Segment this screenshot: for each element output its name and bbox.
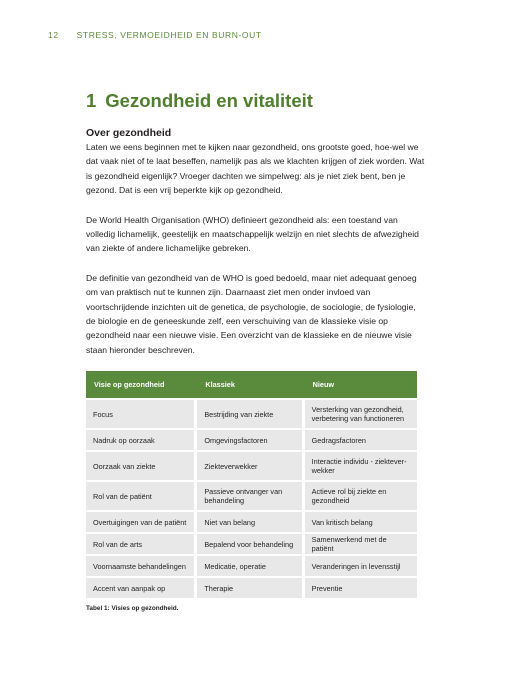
table-cell: Bestrijding van ziekte — [194, 400, 301, 428]
table-cell: Accent van aanpak op — [86, 578, 194, 598]
book-title: STRESS, VERMOEIDHEID EN BURN-OUT — [76, 30, 262, 40]
table-caption: Tabel 1: Visies op gezondheid. — [86, 605, 179, 612]
table-row — [86, 534, 417, 554]
table-cell: Preventie — [302, 578, 417, 598]
table-cell: Rol van de patiënt — [86, 482, 194, 510]
column-header: Nieuw — [302, 371, 417, 398]
table-cell: Voornaamste behandelingen — [86, 556, 194, 576]
table-row — [86, 556, 417, 576]
table-cell: Bepalend voor behandeling — [194, 534, 301, 554]
table-row — [86, 430, 417, 450]
table-cell: Gedragsfactoren — [302, 430, 417, 450]
table-cell: Interactie individu - ziektever-wekker — [302, 452, 417, 480]
table-row — [86, 400, 417, 428]
table-cell: Nadruk op oorzaak — [86, 430, 194, 450]
section-heading: Over gezondheid — [86, 127, 172, 139]
table-row — [86, 452, 417, 480]
table-cell: Ziekteverwekker — [194, 452, 301, 480]
table-cell: Passieve ontvanger van behandeling — [194, 482, 301, 510]
paragraph: De definitie van gezondheid van de WHO is goed bedoeld, maar niet adequaat genoeg om van praktisch nut te kunnen zijn. Daarnaast ziet men onder invloed van voortschrijdende inzichten uit de genetica, de psychologie, de sociologie, de fysiologie, de biologie en de geneeskunde zelf, een verschuiving van de klassieke visie op gezondheid naar een nieuwe visie. Een overzicht van de klassieke en de nieuwe visie staan hieronder beschreven. — [86, 272, 417, 355]
table-cell: Therapie — [194, 578, 301, 598]
table-cell: Rol van de arts — [86, 534, 194, 554]
health-views-table — [86, 369, 417, 600]
table-cell: Medicatie, operatie — [194, 556, 301, 576]
table-cell: Niet van belang — [194, 512, 301, 532]
table-row — [86, 512, 417, 532]
chapter-number: 1 — [86, 90, 97, 111]
table-cell: Samenwerkend met de patiënt — [302, 534, 417, 554]
paragraph: Laten we eens beginnen met te kijken naar gezondheid, ons grootste goed, hoe-wel we dat vaak niet of te laat beseffen, namelijk pas als we klachten krijgen of ziek worden. Wat is gezondheid eigenlijk? Vroeger dachten we simpelweg: als je niet ziek bent, ben je gezond. Dat is een vrij beperkte kijk op gezondheid. — [86, 142, 425, 196]
table-header-row — [86, 371, 417, 398]
body-text — [86, 127, 426, 372]
chapter-title — [86, 90, 313, 112]
table-cell: Oorzaak van ziekte — [86, 452, 194, 480]
chapter-title-text: Gezondheid en vitaliteit — [105, 90, 313, 111]
table-cell: Van kritisch belang — [302, 512, 417, 532]
paragraph: De World Health Organisation (WHO) definieert gezondheid als: een toestand van volledig lichamelijk, geestelijk en maatschappelijk welzijn en niet slechts de afwezigheid van ziekte of andere lichamelijke gebreken. — [86, 214, 419, 254]
page-number: 12 — [48, 30, 59, 40]
table-cell: Focus — [86, 400, 194, 428]
table-cell: Versterking van gezondheid, verbetering van functioneren — [302, 400, 417, 428]
column-header: Klassiek — [194, 371, 301, 398]
table-cell: Veranderingen in levensstijl — [302, 556, 417, 576]
table-row — [86, 578, 417, 598]
table-row — [86, 482, 417, 510]
table-cell: Overtuigingen van de patiënt — [86, 512, 194, 532]
table-cell: Omgevingsfactoren — [194, 430, 301, 450]
running-head — [48, 30, 262, 40]
table-cell: Actieve rol bij ziekte en gezondheid — [302, 482, 417, 510]
column-header: Visie op gezondheid — [86, 371, 194, 398]
